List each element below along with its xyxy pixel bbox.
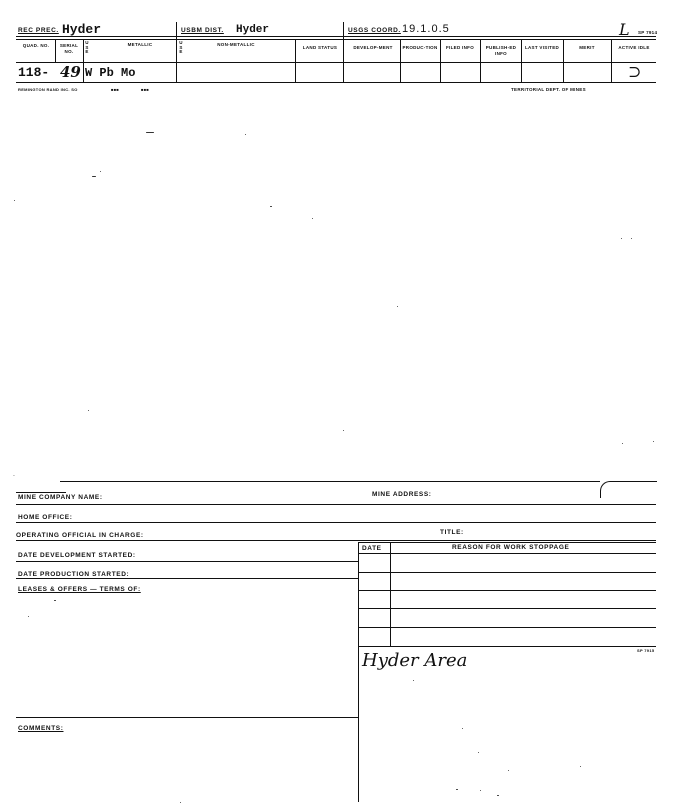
leases-offers-label: LEASES & OFFERS — TERMS OF: xyxy=(18,586,141,593)
home-office-label: HOME OFFICE: xyxy=(18,514,73,521)
record-metallic-minerals: W Pb Mo xyxy=(85,66,136,80)
torn-corner xyxy=(600,481,657,498)
date-development-started-label: DATE DEVELOPMENT STARTED: xyxy=(18,552,136,559)
col-published-info: PUBLISH-ED INFO xyxy=(485,45,517,56)
col-production: PRODUC-TION xyxy=(402,45,438,50)
rec-prec-value: Hyder xyxy=(62,22,102,37)
reason-column-header: REASON FOR WORK STOPPAGE xyxy=(452,544,570,551)
rec-prec-label: REC PREC. xyxy=(18,27,59,34)
usbm-dist-label: USBM DIST. xyxy=(181,27,224,34)
comments-label: COMMENTS: xyxy=(18,725,64,732)
col-filed-info: FILED INFO xyxy=(446,45,474,50)
col-use-metallic: U S E xyxy=(85,40,89,54)
operating-official-label: OPERATING OFFICIAL IN CHARGE: xyxy=(16,532,144,539)
department-name: TERRITORIAL DEPT. OF MINES xyxy=(511,87,586,92)
handwritten-note: Hyder Area xyxy=(362,650,468,671)
col-serial-no: SERIAL NO. xyxy=(59,43,79,54)
record-serial-no: 49 xyxy=(60,63,81,81)
title-label: TITLE: xyxy=(440,529,464,536)
record-quad-no: 118- xyxy=(18,65,50,80)
col-development: DEVELOP-MENT xyxy=(353,45,393,50)
corner-mark: L xyxy=(619,20,630,39)
date-production-started-label: DATE PRODUCTION STARTED: xyxy=(18,571,130,578)
usbm-dist-value: Hyder xyxy=(236,24,270,36)
mine-address-label: MINE ADDRESS: xyxy=(372,491,432,498)
usgs-coord-value: 19.1.0.5 xyxy=(402,23,450,35)
mine-company-name-label: MINE COMPANY NAME: xyxy=(18,494,103,501)
col-metallic: METALLIC xyxy=(127,42,153,47)
col-land-status: LAND STATUS xyxy=(302,45,338,50)
col-active-idle: ACTIVE IDLE xyxy=(618,45,650,50)
usgs-coord-label: USGS COORD. xyxy=(348,27,401,34)
form-number-bottom: SP 7915 xyxy=(637,648,655,653)
form-number-top: SP 7914 xyxy=(638,30,658,35)
col-non-metallic: NON-METALLIC xyxy=(217,42,255,47)
corner-tick: ˙ xyxy=(13,474,16,483)
col-merit: MERIT xyxy=(579,45,595,50)
col-last-visited: LAST VISITED xyxy=(524,45,560,50)
date-column-header: DATE xyxy=(362,545,382,552)
col-quad-no: QUAD. NO. xyxy=(22,43,50,48)
printer-credit: REMINGTON RAND INC. SO xyxy=(18,87,78,92)
record-active-idle-mark: ⊃ xyxy=(628,62,642,81)
printer-code-1: ■■■ xyxy=(111,87,120,92)
printer-code-2: ■■■ xyxy=(141,87,150,92)
col-use-nonmetallic: U S E xyxy=(179,40,183,54)
